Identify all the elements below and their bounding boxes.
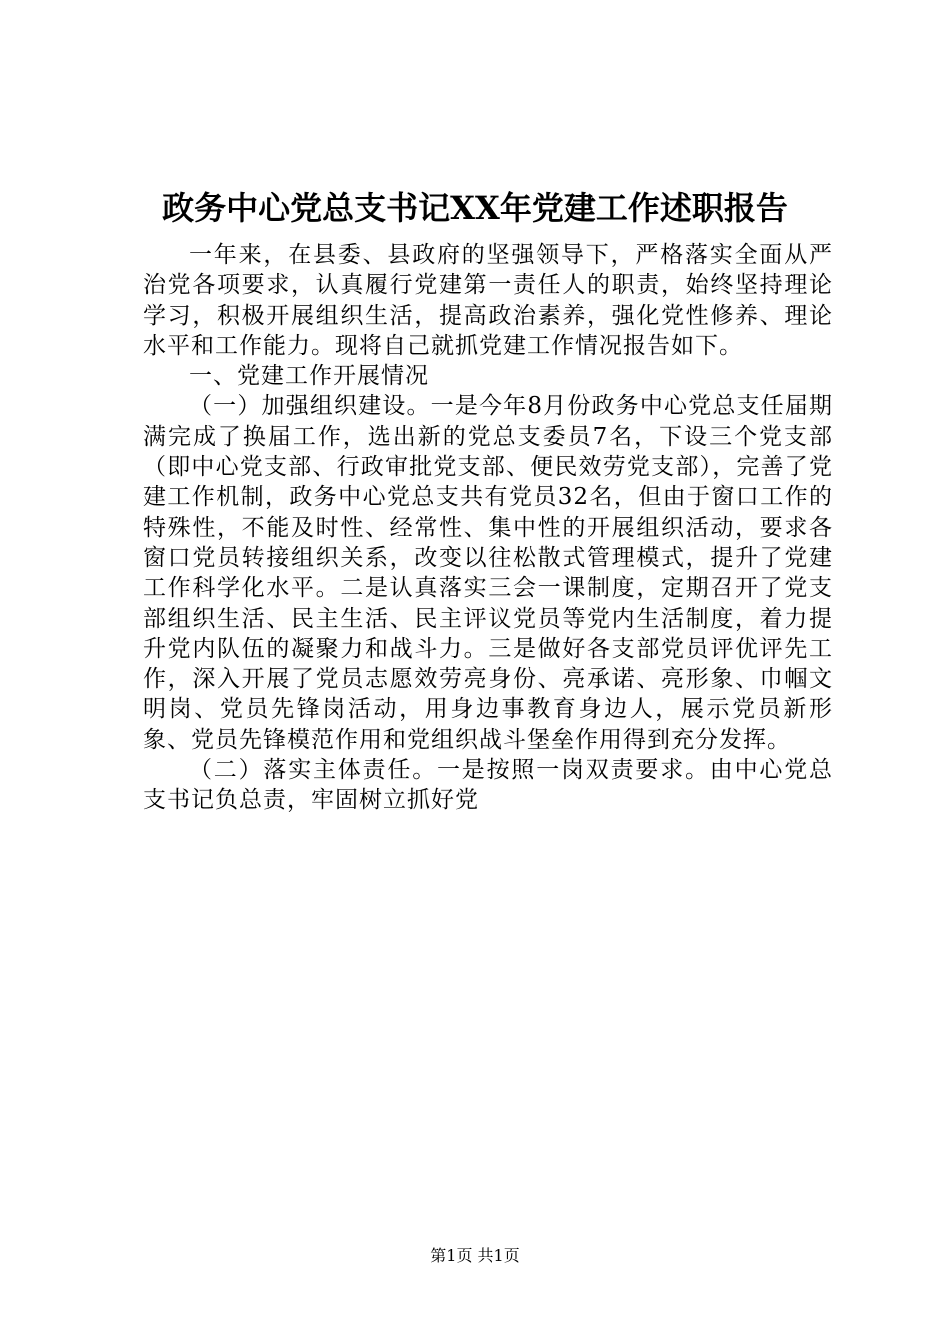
page-footer: 第1页 共1页 — [430, 1246, 520, 1265]
document-body — [143, 240, 833, 816]
body-paragraph: （二）落实主体责任。一是按照一岗双责要求。由中心党总支书记负总责，牢固树立抓好党 — [143, 757, 833, 814]
document-title: 政务中心党总支书记XX年党建工作述职报告 — [162, 189, 788, 227]
intro-paragraph: 一年来，在县委、县政府的坚强领导下，严格落实全面从严治党各项要求，认真履行党建第一责任人的职责，始终坚持理论学习，积极开展组织生活，提高政治素养，强化党性修养、理论水平和工作能力。现将自己就抓党建工作情况报告如下。 — [143, 242, 833, 359]
section-heading: 一、党建工作开展情况 — [189, 363, 429, 390]
body-paragraph: （一）加强组织建设。一是今年8月份政务中心党总支任届期满完成了换届工作，选出新的党总支委员7名，下设三个党支部（即中心党支部、行政审批党支部、便民效劳党支部），完善了党建工作机制，政务中心党总支共有党员32名，但由于窗口工作的特殊性，不能及时性、经常性、集中性的开展组织活动，要求各窗口党员转接组织关系，改变以往松散式管理模式，提升了党建工作科学化水平。二是认真落实三会一课制度，定期召开了党支部组织生活、民主生活、民主评议党员等党内生活制度，着力提升党内队伍的凝聚力和战斗力。三是做好各支部党员评优评先工作，深入开展了党员志愿效劳亮身份、亮承诺、亮形象、巾帼文明岗、党员先锋岗活动，用身边事教育身边人，展示党员新形象、党员先锋模范作用和党组织战斗堡垒作用得到充分发挥。 — [143, 393, 833, 753]
